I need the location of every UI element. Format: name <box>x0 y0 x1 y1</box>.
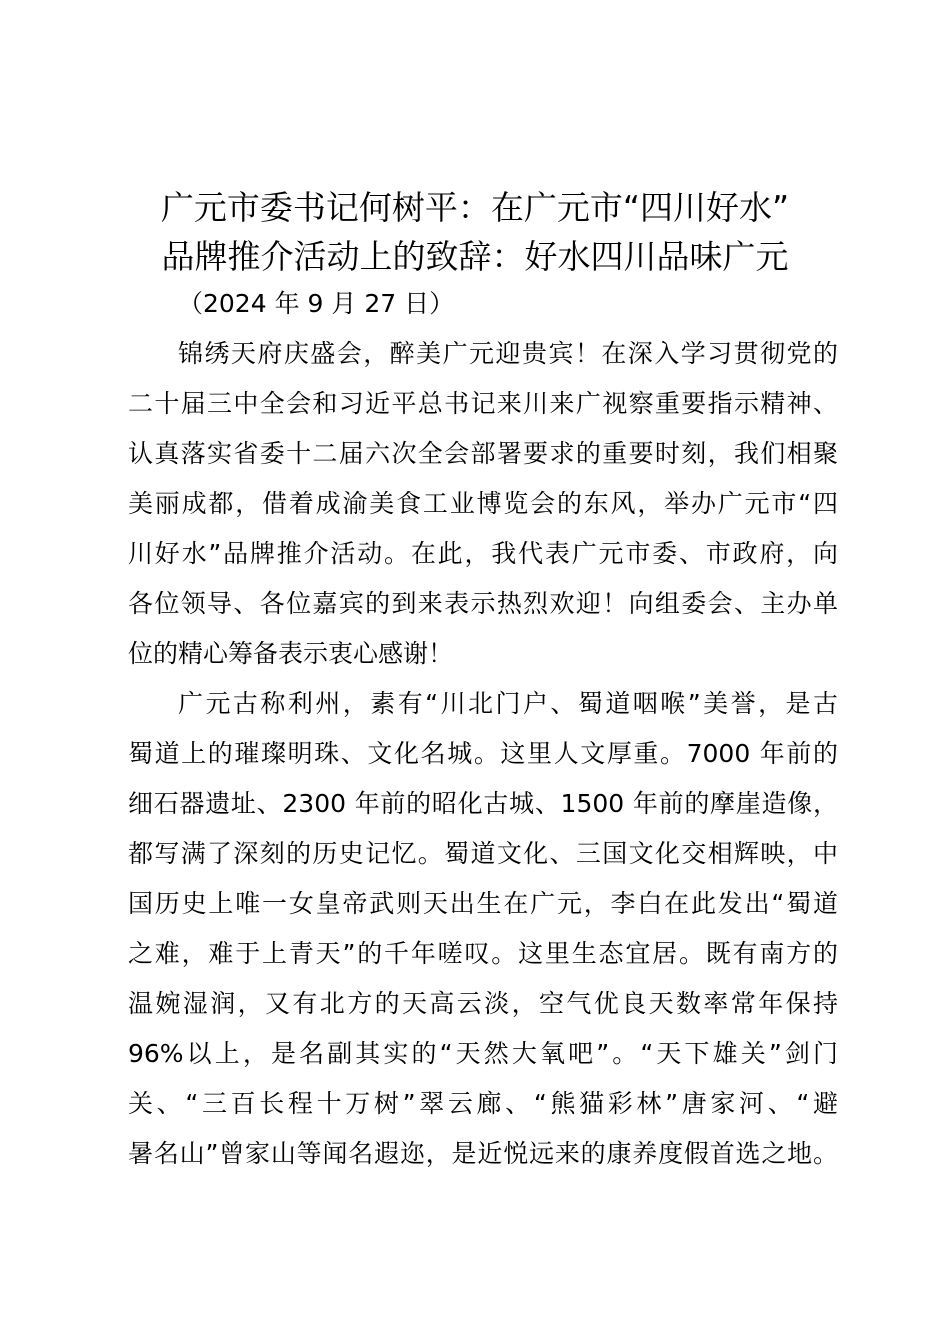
paragraph-2-line: 关、“三百长程十万树”翠云廊、“熊猫彩林”唐家河、“避 <box>128 1089 838 1118</box>
paragraph-1-line: 认真落实省委十二届六次全会部署要求的重要时刻，我们相聚 <box>128 439 838 468</box>
paragraph-1-line: 锦绣天府庆盛会，醉美广元迎贵宾！在深入学习贯彻党的 <box>178 339 838 368</box>
paragraph-1-line: 美丽成都，借着成渝美食工业博览会的东风，举办广元市“四 <box>128 489 838 518</box>
paragraph-2-line: 细石器遗址、2300 年前的昭化古城、1500 年前的摩崖造像， <box>128 789 838 818</box>
paragraph-2-line: 蜀道上的璀璨明珠、文化名城。这里人文厚重。7000 年前的 <box>128 739 838 768</box>
document-title-line-2: 品牌推介活动上的致辞：好水四川品味广元 <box>161 237 789 276</box>
paragraph-2-line: 温婉湿润，又有北方的天高云淡，空气优良天数率常年保持 <box>128 989 838 1018</box>
paragraph-1-line: 位的精心筹备表示衷心感谢！ <box>128 639 454 668</box>
paragraph-2-line: 96%以上，是名副其实的“天然大氧吧”。“天下雄关”剑门 <box>128 1039 838 1068</box>
paragraph-1-line: 川好水”品牌推介活动。在此，我代表广元市委、市政府，向 <box>128 539 838 568</box>
paragraph-2-line: 暑名山”曾家山等闻名遐迩，是近悦远来的康养度假首选之地。 <box>128 1139 838 1168</box>
paragraph-2-line: 国历史上唯一女皇帝武则天出生在广元，李白在此发出“蜀道 <box>128 889 838 918</box>
paragraph-1-line: 二十届三中全会和习近平总书记来川来广视察重要指示精神、 <box>128 389 838 418</box>
paragraph-2-line: 广元古称利州，素有“川北门户、蜀道咽喉”美誉，是古 <box>178 689 838 718</box>
document-title-line-1: 广元市委书记何树平：在广元市“四川好水” <box>160 188 790 227</box>
document-date: （2024 年 9 月 27 日） <box>178 289 455 318</box>
paragraph-2-line: 之难，难于上青天”的千年嗟叹。这里生态宜居。既有南方的 <box>128 939 838 968</box>
paragraph-2-line: 都写满了深刻的历史记忆。蜀道文化、三国文化交相辉映，中 <box>128 839 838 868</box>
paragraph-1-line: 各位领导、各位嘉宾的到来表示热烈欢迎！向组委会、主办单 <box>128 589 838 618</box>
